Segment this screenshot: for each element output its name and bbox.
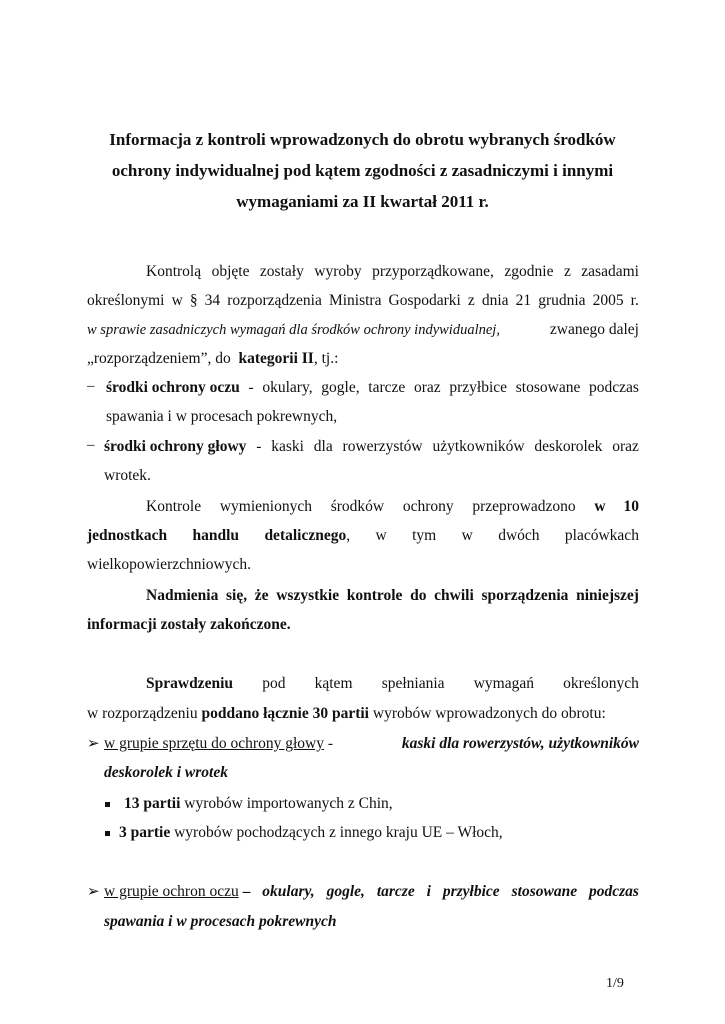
word: wymagań — [473, 675, 534, 692]
word: grudnia — [538, 292, 586, 309]
word: objęte — [211, 263, 250, 280]
word: - — [256, 438, 262, 455]
intro-line-3-rest: zwanego dalej — [549, 321, 639, 338]
word: 34 — [204, 292, 221, 309]
title-line-2: ochrony indywidualnej pod kątem zgodności z zasadniczymi i innymi — [111, 161, 614, 180]
word: i — [426, 883, 431, 900]
word: Nadmienia — [146, 587, 219, 604]
arrow-bullet-icon: ➢ — [87, 884, 100, 900]
category-1-title: środki ochrony oczu — [106, 379, 240, 396]
word: r. — [630, 292, 639, 309]
group-2-title: w grupie ochron oczu — [104, 883, 239, 900]
batch-count: 3 partie — [119, 824, 171, 841]
word: jednostkach — [87, 527, 168, 544]
word: zostały — [259, 263, 304, 280]
comma: , — [346, 527, 351, 544]
word: określonymi — [87, 292, 165, 309]
group-1-item-1 — [124, 794, 393, 814]
group-1-heading — [104, 734, 333, 754]
category-2-line-1 — [104, 437, 639, 457]
category-1-line-2: spawania i w procesach pokrewnych, — [106, 408, 338, 425]
square-bullet-icon — [105, 831, 110, 836]
checked-line-1 — [146, 674, 639, 694]
controls-line-1 — [146, 497, 639, 517]
word: tarcze — [376, 883, 415, 900]
word: do — [410, 587, 427, 604]
word: kontrole — [346, 587, 403, 604]
title-line-1: Informacja z kontroli wprowadzonych do obrotu wybranych środków — [109, 130, 616, 149]
intro-line-2 — [87, 291, 639, 311]
word: tym — [412, 527, 437, 544]
word: stosowane — [515, 379, 581, 396]
word: przeprowadzono — [472, 498, 576, 515]
category-2-line-2: wrotek. — [104, 467, 151, 484]
word: przyłbice — [442, 883, 500, 900]
batches-total: poddano łącznie 30 partii — [201, 705, 369, 722]
word: Gospodarki — [388, 292, 461, 309]
word: § — [189, 292, 198, 309]
intro-line-3 — [87, 320, 639, 340]
word: przyporządkowane, — [372, 263, 494, 280]
word: 21 — [515, 292, 532, 309]
title-line-3: wymaganiami za II kwartał 2011 r. — [236, 192, 489, 211]
group-1-products-cont: deskorolek i wrotek — [104, 764, 228, 781]
word: z — [467, 292, 475, 309]
word: Kontrolą — [146, 263, 202, 280]
text: „rozporządzeniem”, do — [87, 350, 231, 367]
word: rowerzystów — [342, 438, 423, 455]
word: wszystkie — [276, 587, 340, 604]
word: - — [248, 379, 254, 396]
batch-count: 13 partii — [124, 795, 181, 812]
separator: - — [327, 735, 334, 752]
word: gogle, — [321, 379, 360, 396]
word: oraz — [612, 438, 639, 455]
group-1-title: w grupie sprzętu do ochrony głowy — [104, 735, 324, 752]
batch-origin: wyrobów importowanych z Chin, — [184, 795, 393, 812]
word: oraz — [414, 379, 441, 396]
word: się, — [226, 587, 248, 604]
word: detalicznego — [264, 527, 347, 544]
word: okulary, — [262, 379, 313, 396]
category-1-line-1 — [106, 378, 639, 398]
word: zasadami — [581, 263, 639, 280]
regulation-title: w sprawie zasadniczych wymagań dla środków ochrony indywidualnej, — [87, 322, 500, 338]
word: chwili — [434, 587, 474, 604]
group-2-line-2 — [104, 912, 337, 932]
word: dla — [313, 438, 333, 455]
group-2-heading — [104, 882, 250, 902]
group-2-line-1 — [104, 882, 639, 902]
word: placówkach — [564, 527, 639, 544]
word: rozporządzenia — [227, 292, 322, 309]
text: , tj.: — [313, 350, 339, 367]
word: dwóch — [498, 527, 540, 544]
word: sporządzenia — [481, 587, 569, 604]
word: deskorolek — [534, 438, 603, 455]
word: pod — [262, 675, 286, 692]
note-line-2: informacji zostały zakończone. — [87, 616, 291, 633]
dash-bullet-2: – — [87, 437, 95, 453]
word: określonych — [563, 675, 639, 692]
intro-line-1 — [146, 262, 639, 282]
word: z — [563, 263, 571, 280]
word: że — [254, 587, 269, 604]
word-with-comma — [264, 526, 350, 546]
page-number: 1/9 — [606, 976, 624, 991]
group-1-line-2 — [104, 763, 228, 783]
word: Kontrole — [146, 498, 202, 515]
category-2-title: środki ochrony głowy — [104, 438, 247, 455]
group-2-products-cont: spawania i w procesach pokrewnych — [104, 913, 337, 930]
controls-line-3: wielkopowierzchniowych. — [87, 556, 251, 573]
text: wyrobów wprowadzonych do obrotu: — [372, 705, 606, 722]
word: kątem — [314, 675, 353, 692]
word: gogle, — [326, 883, 365, 900]
word: Ministra — [328, 292, 382, 309]
intro-line-4 — [87, 349, 338, 369]
word: niniejszej — [576, 587, 639, 604]
word: handlu — [192, 527, 240, 544]
note-line-1 — [146, 586, 639, 606]
word: środków — [330, 498, 385, 515]
checked-line-2 — [87, 704, 606, 724]
word: podczas — [589, 883, 639, 900]
word: Sprawdzeniu — [146, 675, 233, 692]
category-label: kategorii II — [238, 350, 314, 367]
arrow-bullet-icon: ➢ — [87, 736, 100, 752]
word: okulary, — [262, 883, 315, 900]
group-1-item-2 — [119, 823, 503, 843]
word: użytkowników — [432, 438, 525, 455]
group-1-products: kaski dla rowerzystów, użytkowników — [401, 735, 639, 752]
word: stosowane — [511, 883, 578, 900]
word: wymienionych — [219, 498, 312, 515]
text: w rozporządzeniu — [87, 705, 198, 722]
document-title — [70, 124, 655, 217]
word: dnia — [481, 292, 509, 309]
word: w — [461, 527, 473, 544]
dash-bullet-1: – — [87, 378, 95, 394]
controls-line-2 — [87, 526, 639, 546]
word: ochrony — [402, 498, 454, 515]
word: w — [375, 527, 387, 544]
word: 2005 — [592, 292, 624, 309]
batch-origin: wyrobów pochodzących z innego kraju UE – Włoch, — [174, 824, 503, 841]
units-count: w 10 — [594, 498, 639, 515]
square-bullet-icon — [105, 802, 110, 807]
word: zgodnie — [504, 263, 554, 280]
word: w — [171, 292, 183, 309]
word: spełniania — [381, 675, 445, 692]
word: wyroby — [314, 263, 362, 280]
word: podczas — [589, 379, 639, 396]
group-1-line-1 — [104, 734, 639, 754]
separator: – — [242, 883, 251, 900]
word: tarcze — [368, 379, 406, 396]
word: kaski — [271, 438, 304, 455]
word: przyłbice — [449, 379, 508, 396]
